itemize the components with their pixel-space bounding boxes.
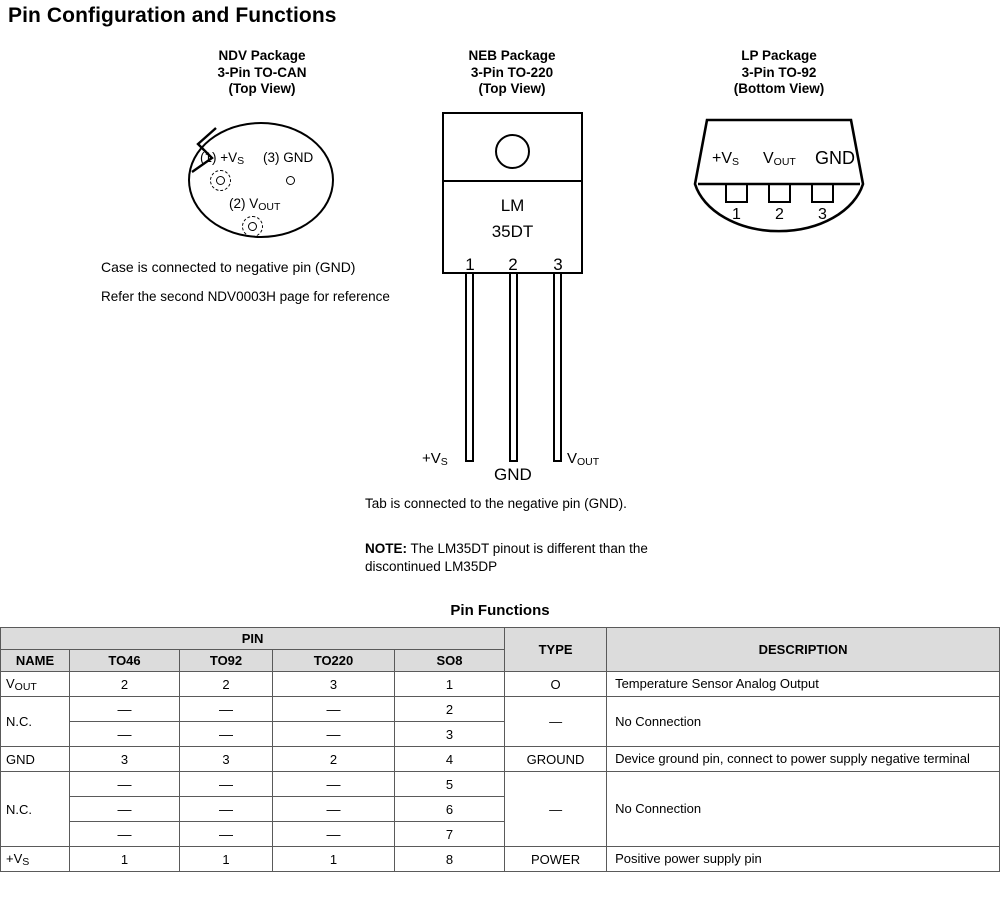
cell-so8: 7	[395, 822, 505, 847]
package-pins-lp: 3-Pin TO-92	[741, 64, 817, 80]
cell-type: —	[505, 697, 607, 747]
to-220-lead-1	[465, 274, 474, 462]
cell-to46: 3	[70, 747, 180, 772]
to-92-pad-label-3: GND	[815, 148, 855, 168]
to-92-diagram	[693, 118, 865, 236]
package-caption-neb	[400, 48, 624, 98]
header-to220: TO220	[273, 650, 395, 672]
cell-to220: —	[273, 722, 395, 747]
to-220-divider	[442, 180, 583, 182]
table-row	[1, 672, 1000, 697]
to-220-lead-2	[509, 274, 518, 462]
note-prefix: NOTE:	[365, 541, 407, 556]
header-description: DESCRIPTION	[607, 628, 1000, 672]
cell-name: N.C.	[1, 697, 70, 747]
cell-description: Temperature Sensor Analog Output	[607, 672, 1000, 697]
cell-type: POWER	[505, 847, 607, 872]
cell-to220: 3	[273, 672, 395, 697]
package-view-lp: (Bottom View)	[733, 81, 825, 96]
to-92-pin-number-3: 3	[818, 206, 827, 223]
to-can-pin2-label: (2) VOUT	[229, 196, 281, 213]
header-type: TYPE	[505, 628, 607, 672]
cell-name-subscript: OUT	[14, 680, 37, 693]
to-can-pin3-dot-icon	[286, 176, 295, 185]
cell-to92: —	[180, 797, 273, 822]
package-caption-lp	[667, 48, 891, 98]
cell-to46: —	[70, 797, 180, 822]
to-220-note-pinout	[365, 540, 685, 576]
note-text: The LM35DT pinout is different than the discontinued LM35DP	[365, 541, 648, 574]
cell-to220: 2	[273, 747, 395, 772]
to-can-pin1-dot-icon	[216, 176, 225, 185]
cell-so8: 5	[395, 772, 505, 797]
header-to92: TO92	[180, 650, 273, 672]
table-row	[1, 772, 1000, 797]
cell-to92: 1	[180, 847, 273, 872]
cell-to92: —	[180, 772, 273, 797]
to-220-marking-line1: LM	[500, 196, 525, 215]
cell-description: No Connection	[607, 772, 1000, 847]
to-220-lead-label-2: GND	[494, 465, 532, 484]
to-92-pin-number-1: 1	[732, 206, 741, 223]
cell-to46: —	[70, 722, 180, 747]
to-can-note-case: Case is connected to negative pin (GND)	[101, 259, 356, 275]
to-220-marking-line2: 35DT	[491, 222, 534, 241]
package-name-neb: NEB Package	[468, 48, 556, 63]
header-pin-group: PIN	[1, 628, 505, 650]
to-92-pad-1	[725, 184, 748, 203]
to-220-lead-label-1: +VS	[422, 450, 448, 468]
to-220-mounting-hole-icon	[495, 134, 530, 169]
to-92-pad-label-2: VOUT	[763, 150, 796, 168]
to-92-pin-number-2: 2	[775, 206, 784, 223]
cell-name: VOUT	[1, 672, 70, 697]
cell-to92: —	[180, 822, 273, 847]
to-can-pin3-label: (3) GND	[263, 150, 314, 165]
to-92-pad-label-1: +VS	[712, 150, 740, 168]
cell-so8: 3	[395, 722, 505, 747]
cell-to92: 2	[180, 672, 273, 697]
cell-to46: 2	[70, 672, 180, 697]
pin-functions-table	[0, 627, 1000, 872]
cell-to220: —	[273, 822, 395, 847]
package-name-lp: LP Package	[741, 48, 817, 63]
to-220-pin-number-1: 1	[465, 255, 475, 274]
package-pins-ndv: 3-Pin TO-CAN	[217, 64, 307, 80]
cell-so8: 1	[395, 672, 505, 697]
package-caption-ndv	[150, 48, 374, 98]
table-row	[1, 847, 1000, 872]
to-220-pin-number-3: 3	[553, 255, 563, 274]
table-row	[1, 697, 1000, 722]
cell-so8: 6	[395, 797, 505, 822]
table-title: Pin Functions	[450, 602, 550, 619]
cell-to92: —	[180, 722, 273, 747]
cell-so8: 8	[395, 847, 505, 872]
table-body	[1, 672, 1000, 872]
cell-description: No Connection	[607, 697, 1000, 747]
cell-type: O	[505, 672, 607, 697]
cell-to46: —	[70, 697, 180, 722]
to-220-lead-label-3: VOUT	[567, 450, 600, 468]
cell-type: —	[505, 772, 607, 847]
package-name-ndv: NDV Package	[218, 48, 306, 63]
cell-to220: 1	[273, 847, 395, 872]
cell-type: GROUND	[505, 747, 607, 772]
cell-so8: 4	[395, 747, 505, 772]
cell-so8: 2	[395, 697, 505, 722]
package-view-ndv: (Top View)	[228, 81, 296, 96]
table-header	[1, 628, 1000, 672]
cell-name-subscript: S	[22, 855, 30, 868]
cell-to220: —	[273, 797, 395, 822]
to-can-pin2-dot-icon	[248, 222, 257, 231]
header-so8: SO8	[395, 650, 505, 672]
cell-to220: —	[273, 772, 395, 797]
page-title: Pin Configuration and Functions	[8, 4, 337, 27]
cell-to46: 1	[70, 847, 180, 872]
to-can-diagram	[176, 110, 348, 240]
cell-to46: —	[70, 822, 180, 847]
cell-name: GND	[1, 747, 70, 772]
to-220-note-tab: Tab is connected to the negative pin (GND).	[365, 496, 627, 511]
header-name: NAME	[1, 650, 70, 672]
package-view-neb: (Top View)	[478, 81, 546, 96]
cell-name: N.C.	[1, 772, 70, 847]
header-to46: TO46	[70, 650, 180, 672]
to-220-lead-3	[553, 274, 562, 462]
to-92-pad-3	[811, 184, 834, 203]
to-220-pin-number-2: 2	[508, 255, 518, 274]
to-can-note-reference: Refer the second NDV0003H page for reference	[101, 289, 390, 304]
cell-to46: —	[70, 772, 180, 797]
cell-description: Positive power supply pin	[607, 847, 1000, 872]
table-header-row-group	[1, 628, 1000, 650]
cell-description: Device ground pin, connect to power supply negative terminal	[607, 747, 1000, 772]
cell-to92: 3	[180, 747, 273, 772]
package-pins-neb: 3-Pin TO-220	[470, 64, 554, 80]
cell-to220: —	[273, 697, 395, 722]
cell-name: +VS	[1, 847, 70, 872]
to-can-pin1-label: (1) +VS	[200, 150, 245, 167]
table-row	[1, 747, 1000, 772]
to-92-pad-2	[768, 184, 791, 203]
cell-to92: —	[180, 697, 273, 722]
